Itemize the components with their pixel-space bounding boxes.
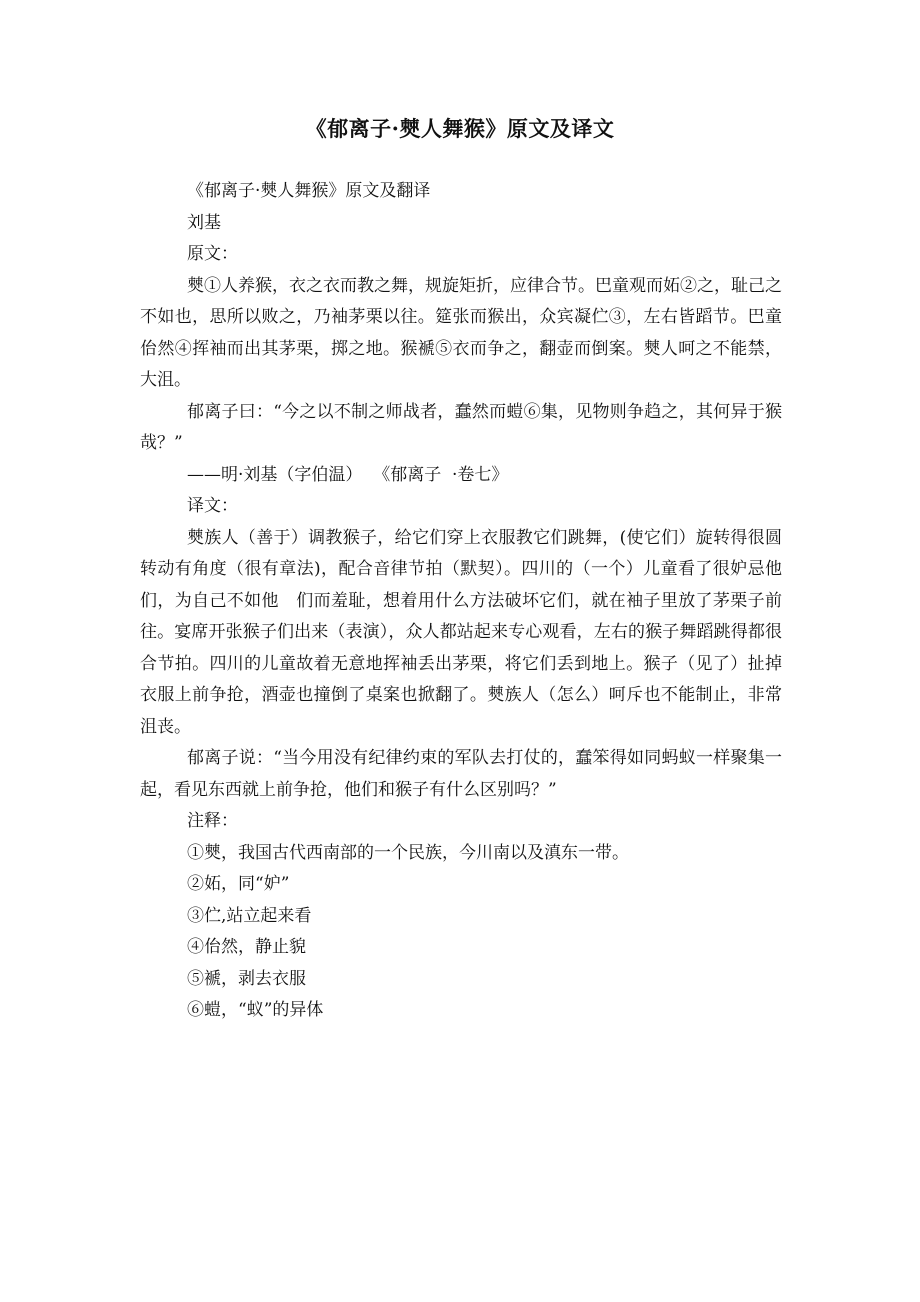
source-citation: ——明·刘基（字伯温） 《郁离子 ·卷七》 [187, 464, 509, 485]
note-item: ②妬，同“妒” [187, 874, 290, 894]
translation-label: 译文： [187, 496, 238, 516]
author: 刘基 [187, 212, 221, 233]
note-item: ①僰，我国古代西南部的一个民族，今川南以及滇东一带。 [187, 842, 629, 863]
note-item: ⑤褫，剥去衣服 [187, 968, 306, 989]
notes-label: 注释： [187, 811, 238, 831]
note-item: ③伫,站立起来看 [187, 905, 312, 926]
note-item: ⑥螘，“蚁”的异体 [187, 1000, 324, 1020]
original-label: 原文： [187, 244, 238, 264]
translation-paragraph-2: 郁离子说：“当今用没有纪律约束的军队去打仗的，蠢笨得如同蚂蚁一样聚集一起，看见东西就上前争抢，他们和猴子有什么区别吗？” [140, 748, 782, 800]
document-title: 《郁离子·僰人舞猴》原文及译文 [305, 116, 615, 141]
original-paragraph-1: 僰①人养猴，衣之衣而教之舞，规旋矩折，应律合节。巴童观而妬②之，耻己之不如也，思所以败之，乃袖茅栗以往。筵张而猴出，众宾凝伫③，左右皆蹈节。巴童佁然④挥袖而出其茅栗，掷之地。猴褫⑤衣而争之，翻壶而倒案。僰人呵之不能禁，大沮。 [140, 275, 782, 390]
subtitle: 《郁离子·僰人舞猴》原文及翻译 [187, 181, 431, 201]
translation-paragraph-1: 僰族人（善于）调教猴子，给它们穿上衣服教它们跳舞，(使它们）旋转得很圆转动有角度（很有章法)，配合音律节拍（默契）。四川的（一个）儿童看了很妒忌他们，为自己不如他 们而羞耻，想着用什么方法破坏它们，就在袖子里放了茅栗子前往。宴席开张猴子们出来（表演），众人都站起来专心观看，左右的猴子舞蹈跳得都很合节拍。四川的儿童故着无意地挥袖丢出茅栗，将它们丢到地上。猴子（见了）扯掉衣服上前争抢，酒壶也撞倒了桌案也掀翻了。僰族人（怎么）呵斥也不能制止，非常沮丧。 [140, 527, 782, 737]
document-body [140, 176, 782, 1027]
note-item: ④佁然，静止貌 [187, 937, 306, 957]
original-paragraph-2: 郁离子曰：“今之以不制之师战者，蠢然而螘⑥集，见物则争趋之，其何异于猴哉？” [140, 401, 782, 453]
